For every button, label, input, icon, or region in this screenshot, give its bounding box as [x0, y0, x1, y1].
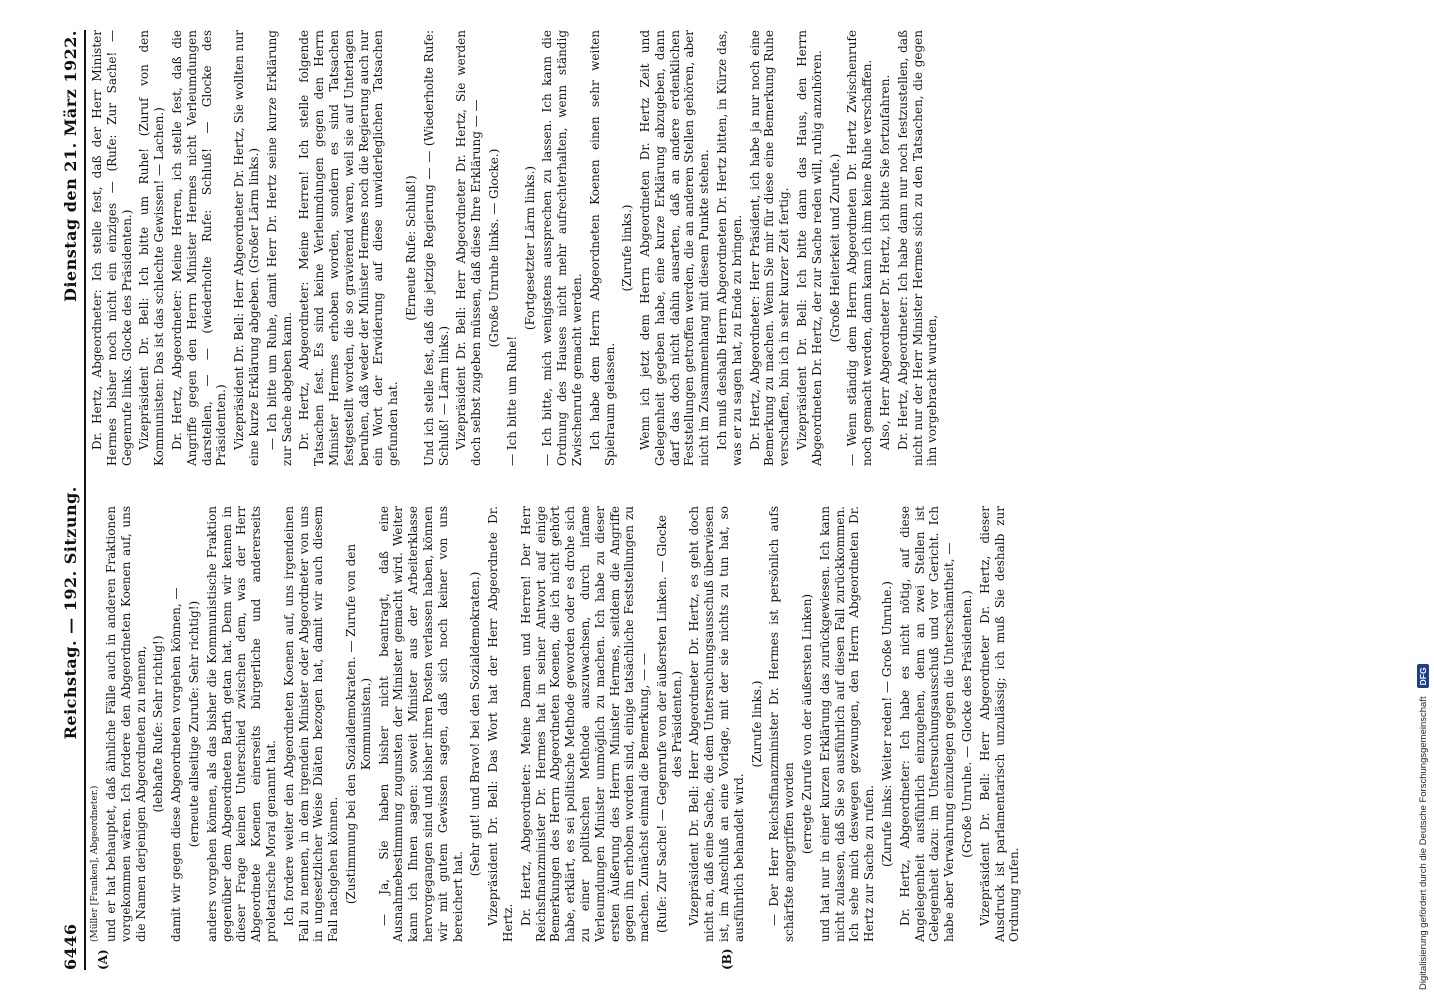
header-title: Reichstag. — 192. Sitzung.: [61, 486, 80, 740]
left-column-paragraph: (Rufe: Zur Sache! — Gegenrufe von der äußersten Linken. — Glocke des Präsidenten.): [654, 515, 684, 933]
left-column-paragraph: (erneute allseitige Zurufe: Sehr richtig!): [186, 600, 201, 848]
header-rule: [84, 30, 86, 970]
right-column-paragraph: Vizepräsident Dr. Bell: Ich bitte um Ruhe! (Zuruf von den Kommunisten: Das ist das schlechte Gewissen! — Lachen.): [137, 30, 167, 466]
left-column-paragraph: (lebhafte Rufe: Sehr richtig!): [151, 635, 166, 813]
right-column-paragraph: — Ich bitte um Ruhe, damit Herr Dr. Hertz seine kurze Erklärung zur Sache abgeben kann.: [264, 30, 294, 466]
right-column-paragraph: Ich habe dem Herrn Abgeordneten Koenen einen sehr weiten Spielraum gelassen.: [587, 30, 617, 466]
page-number: 6446: [61, 923, 80, 970]
left-column-paragraph: und er hat behauptet, daß ähnliche Fälle auch in anderen Fraktionen vorgekommen wären. Ich fordere den Abgeordneten Koenen auf, uns die Namen derjenigen Abgeordneten zu nennen,: [104, 506, 148, 942]
left-column-paragraph: Vizepräsident Dr. Bell: Herr Abgeordneter Dr. Hertz, dieser Ausdruck ist parlamentarisch unzulässig; ich muß Sie deshalb zur Ordnung rufen.: [977, 506, 1022, 942]
credit-text: Digitalisierung gefördert durch die Deutsche Forschungsgemeinschaft: [1417, 696, 1429, 990]
right-column-paragraph: Vizepräsident Dr. Bell: Herr Abgeordneter Dr. Hertz, Sie wollten nur eine kurze Erklärung abgeben. (Großer Lärm links.): [232, 30, 261, 466]
right-column-paragraph: Und ich stelle fest, daß die jetzige Regierung — — (Wiederholte Rufe: Schluß! — Lärm links.): [421, 30, 451, 466]
digitization-credit: [1414, 10, 1432, 990]
dfg-logo: DFG: [1417, 664, 1429, 688]
right-column-paragraph: (Erneute Rufe: Schluß!): [403, 175, 418, 321]
left-column-paragraph: (Sehr gut! und Bravo! bei den Sozialdemokraten.): [468, 571, 483, 877]
right-column-paragraph: Dr. Hertz, Abgeordneter: Meine Herren, ich stelle fest, daß die Angriffe gegen den Herrn Minister Hermes nicht Verleumdungen darstellen, — — (wiederholte Rufe: Schluß! — Glocke des Präsidenten.): [169, 30, 229, 466]
right-column-paragraph: Vizepräsident Dr. Bell: Herr Abgeordneter Dr. Hertz, Sie werden doch selbst zugeben müssen, daß diese Ihre Erklärung — —: [454, 30, 484, 466]
right-column-paragraph: — Ich bitte um Ruhe!: [504, 335, 519, 466]
left-column-paragraph: — Der Herr Reichsfinanzminister Dr. Hermes ist persönlich aufs schärfste angegriffen worden: [767, 506, 797, 942]
left-column-paragraph: — Ja, Sie haben bisher nicht beantragt, daß eine Ausnahmebestimmung zugunsten der Minister gemacht wird. Weiter kann ich Ihnen sagen: soweit Minister aus der Arbeiterklasse hervorgegangen sind und bisher ihren Posten verlassen haben, können wir mit gutem Gewissen sagen, daß sich noch keiner von uns bereichert hat.: [376, 506, 465, 942]
left-column-paragraph: damit wir gegen diese Abgeordneten vorgehen können, —: [169, 587, 184, 942]
right-column-paragraph: Ich muß deshalb Herrn Abgeordneten Dr. Hertz bitten, in Kürze das, was er zu sagen hat, zu Ende zu bringen.: [715, 30, 744, 466]
left-column-paragraph: Dr. Hertz, Abgeordneter: Ich habe es nicht nötig, auf diese Angelegenheit ausführlich einzugehen, denn an zwei Stellen ist Gelegenheit dazu: im Untersuchungsausschuß und vor Gericht. Ich habe aber Verwahrung einzulegen gegen die Unterschämtheit, —: [897, 506, 957, 942]
left-column-paragraph: (Zurufe links.): [749, 680, 764, 768]
right-column-paragraph: Dr. Hertz, Abgeordneter: Ich habe dann nur noch festzustellen, daß nicht nur der Herr Minister Hermes sich zu den Tatsachen, die gegen ihn vorgebracht wurden,: [895, 30, 940, 466]
left-column-paragraph: (Zustimmung bei den Sozialdemokraten. — Zurufe von den Kommunisten.): [343, 543, 373, 905]
left-column-paragraph: Dr. Hertz, Abgeordneter: Meine Damen und Herren! Der Herr Reichsfinanzminister Dr. Hermes hat in seiner Antwort auf einige Bemerkungen des Herrn Abgeordneten Koenen, die ich nicht gehört habe, erklärt, es sei politische Methode geworden oder es drohe sich zu einer politischen Methode auszuwachsen, durch infame Verleumdungen Minister unmöglich zu machen. Ich habe zu dieser ersten Äußerung des Herrn Minister Hermes, seitdem die Angriffe gegen ihn erhoben worden sind, einige tatsächliche Feststellungen zu machen. Zunächst einmal die Bemerkung, — —: [518, 506, 652, 942]
left-column-paragraph: (Zurufe links: Weiter reden! — Große Unruhe.): [880, 581, 895, 867]
left-column-paragraph: anders vorgehen können, als das bisher die Kommunistische Fraktion gegenüber dem Abgeordneten Barth getan hat. Denn wir kennen in dieser Frage keinen Unterschied zwischen dem, was der Herr Abgeordnete Koenen einerseits bürgerliche und andererseits proletarische Moral genannt hat.: [204, 506, 278, 942]
right-column-paragraph: (Große Heiterkeit und Zurufe.): [827, 153, 842, 343]
left-column-paragraph: (Große Unruhe. — Glocke des Präsidenten.): [960, 590, 975, 858]
rotated-page-content: [50, 30, 1390, 970]
right-column-paragraph: Dr. Hertz, Abgeordneter: Herr Präsident, ich habe ja nur noch eine Bemerkung zu machen. Wenn Sie mir für diese eine Bemerkung Ruhe verschaffen, bin ich in sehr kurzer Zeit fertig.: [747, 30, 792, 466]
right-column-paragraph: Wenn ich jetzt dem Herrn Abgeordneten Dr. Hertz Zeit und Gelegenheit gegeben habe, eine kurze Erklärung abzugeben, dann darf das doch nicht dahin ausarten, daß an andere erdenklichen Feststellungen getroffen werden, die an anderen Stellen gehören, aber nicht im Zusammenhang mit diesem Punkte stehen.: [638, 30, 712, 466]
margin-mark-a: (A): [96, 949, 110, 970]
left-column-paragraph: Vizepräsident Dr. Bell: Das Wort hat der Herr Abgeordnete Dr. Hertz.: [486, 506, 515, 942]
left-column-paragraph: Ich fordere weiter den Abgeordneten Koenen auf, uns irgendeinen Fall zu nennen, in dem irgendein Minister oder Abgeordneter von uns in ungesetzlicher Weise Diäten bezogen hat, damit wir auch diesem Fall nachgehen können.: [281, 506, 341, 942]
page-header: [50, 30, 80, 970]
right-column-paragraph: Dr. Hertz, Abgeordneter: Meine Herren! Ich stelle folgende Tatsachen fest. Es sind keine Verleumdungen gegen den Herrn Minister Hermes erhoben worden, sondern es sind Tatsachen festgestellt worden, die so gravierend waren, weil sie auf Unterlagen beruhen, daß weder der Minister Hermes noch die Regierung auch nur ein Wort der Erwiderung auf diese unwiderleglichen Tatsachen gefunden hat.: [297, 30, 401, 466]
right-column-paragraph: (Zurufe links.): [620, 204, 635, 292]
right-column-paragraph: Dr. Hertz, Abgeordneter: Ich stelle fest, daß der Herr Minister Hermes bisher noch nicht ein einziges — (Rufe: Zur Sache! — Gegenrufe links. Glocke des Präsidenten.): [90, 30, 134, 466]
left-column: [90, 506, 1385, 942]
left-column-paragraph: (erregte Zurufe von der äußersten Linken): [800, 593, 815, 855]
left-column-paragraph: (Müller [Franken], Abgeordneter.): [90, 785, 100, 942]
right-column-paragraph: (Fortgesetzter Lärm links.): [522, 165, 537, 331]
header-date: Dienstag den 21. März 1922.: [61, 30, 80, 303]
right-column-paragraph: Vizepräsident Dr. Bell: Ich bitte dann das Haus, den Herrn Abgeordneten Dr. Hertz, der zur Sache reden will, ruhig anzuhören.: [795, 30, 824, 466]
right-column-paragraph: Also, Herr Abgeordneter Dr. Hertz, ich bitte Sie fortzufahren.: [878, 74, 893, 450]
margin-mark-b: (B): [720, 948, 734, 970]
right-column-paragraph: (Große Unruhe links. — Glocke.): [486, 148, 501, 348]
right-column-paragraph: — Wenn ständig dem Herrn Abgeordneten Dr. Hertz Zwischenrufe noch gemacht werden, dann kann ich ihm keine Ruhe verschaffen.: [845, 30, 875, 466]
right-column: [90, 30, 1385, 466]
right-column-paragraph: — Ich bitte, mich wenigstens aussprechen zu lassen. Ich kann die Ordnung des Hauses nicht mehr aufrechterhalten, wenn ständig Zwischenrufe gemacht werden.: [540, 30, 584, 466]
left-column-paragraph: Vizepräsident Dr. Bell: Herr Abgeordneter Dr. Hertz, es geht doch nicht an, daß eine Sache, die dem Untersuchungsausschuß überwiesen ist, im Anschluß an eine Vorlage, mit der sie nichts zu tun hat, so ausführlich behandelt wird.: [687, 506, 746, 942]
left-column-paragraph: und hat nur in einer kurzen Erklärung das zurückgewiesen. Ich kann nicht zulassen, daß Sie so ausführlich auf diesen Fall zurückkommen. Ich sehe mich deswegen gezwungen, den Herrn Abgeordneten Dr. Hertz zur Sache zu rufen.: [817, 506, 877, 942]
